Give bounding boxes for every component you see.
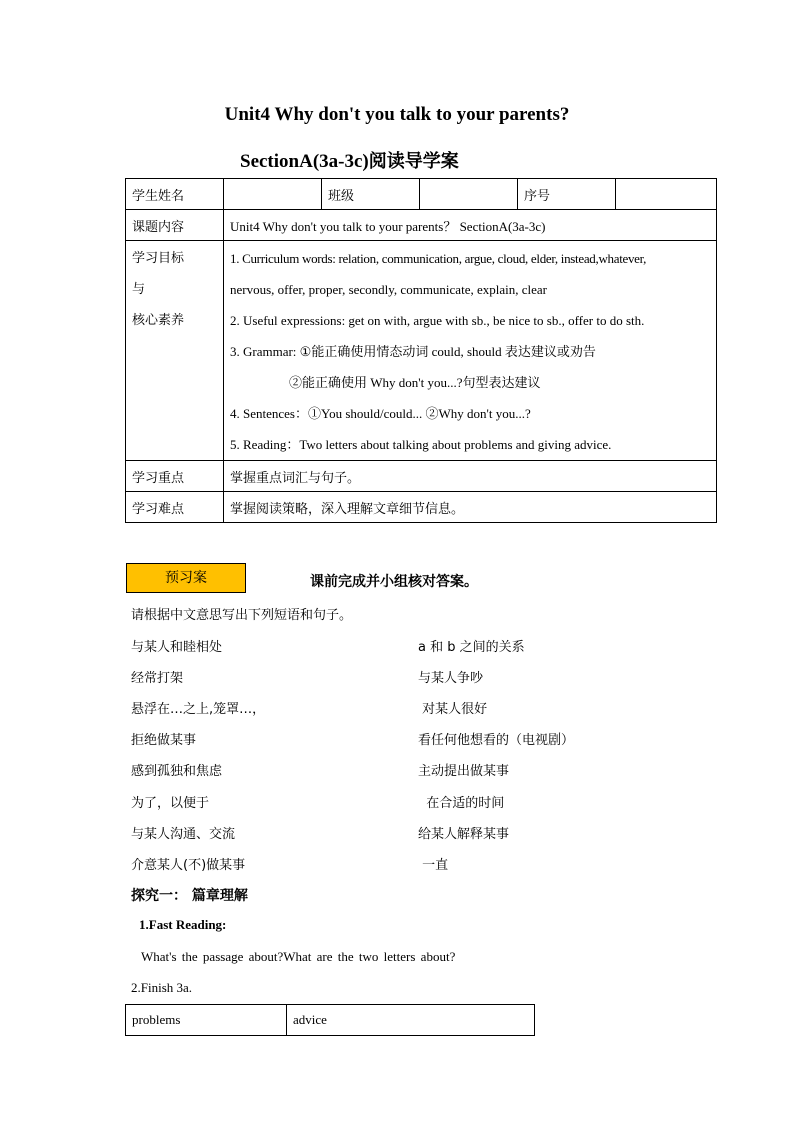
goal-line: ②能正确使用 Why don't you...?句型表达建议 bbox=[289, 375, 541, 390]
document-title: Unit4 Why don't you talk to your parents? bbox=[224, 104, 570, 125]
class-field[interactable] bbox=[420, 179, 518, 210]
goal-line: 5. Reading：Two letters about talking about problems and giving advice. bbox=[230, 437, 612, 452]
preview-instruction: 请根据中文意思写出下列短语和句子。 bbox=[131, 608, 353, 623]
topic-label: 课题内容 bbox=[126, 210, 224, 241]
phrase-left-item: 悬浮在…之上,笼罩…， bbox=[131, 702, 266, 717]
goals-label: 学习目标 与 核心素养 bbox=[126, 241, 224, 461]
document-subtitle bbox=[240, 147, 459, 173]
advice-header: advice bbox=[287, 1005, 535, 1036]
difficult-label: 学习难点 bbox=[126, 492, 224, 523]
phrase-right-item: 对某人很好 bbox=[418, 702, 488, 717]
phrase-left-item: 感到孤独和焦虑 bbox=[131, 764, 223, 779]
problems-header: problems bbox=[126, 1005, 287, 1036]
info-table bbox=[125, 178, 717, 523]
student-name-label: 学生姓名 bbox=[126, 179, 224, 210]
phrase-right-item: 看任何他想看的（电视剧） bbox=[418, 733, 575, 748]
fast-reading-question: What's the passage about?What are the two letters about? bbox=[141, 949, 456, 964]
seq-label: 序号 bbox=[518, 179, 616, 210]
phrase-right-item: 主动提出做某事 bbox=[418, 764, 510, 779]
subtitle-section: SectionA(3a-3c) bbox=[240, 151, 369, 172]
goal-line: 3. Grammar: ①能正确使用情态动词 could, should 表达建议或劝告 bbox=[230, 344, 596, 359]
phrase-left-item: 拒绝做某事 bbox=[131, 733, 197, 748]
preview-note: 课前完成并小组核对答案。 bbox=[310, 574, 478, 590]
seq-field[interactable] bbox=[616, 179, 717, 210]
goal-line: 1. Curriculum words: relation, communication, argue, cloud, elder, instead,whatever, bbox=[230, 251, 647, 266]
subtitle-cn: 阅读导学案 bbox=[368, 151, 459, 172]
phrase-left-item: 经常打架 bbox=[131, 671, 184, 686]
topic-value: Unit4 Why don't you talk to your parents？ SectionA(3a-3c) bbox=[224, 210, 717, 241]
explore-heading: 探究一： 篇章理解 bbox=[131, 888, 248, 904]
phrase-left-item: 介意某人(不)做某事 bbox=[131, 858, 246, 873]
phrase-right-item: 与某人争吵 bbox=[418, 671, 484, 686]
key-value: 掌握重点词汇与句子。 bbox=[224, 461, 717, 492]
goal-line: nervous, offer, proper, secondly, communicate, explain, clear bbox=[230, 282, 547, 297]
phrase-right-item: 给某人解释某事 bbox=[418, 827, 510, 842]
goal-line: 2. Useful expressions: get on with, argue with sb., be nice to sb., offer to do sth. bbox=[230, 313, 645, 328]
fast-reading-heading: 1.Fast Reading: bbox=[139, 917, 227, 932]
student-name-field[interactable] bbox=[224, 179, 322, 210]
phrase-left-item: 与某人和睦相处 bbox=[131, 640, 223, 655]
phrase-right-item: 在合适的时间 bbox=[418, 796, 505, 811]
key-label: 学习重点 bbox=[126, 461, 224, 492]
goal-line: 4. Sentences：①You should/could... ②Why don't you...? bbox=[230, 406, 531, 421]
phrase-right-item: 一直 bbox=[418, 858, 449, 873]
preview-box: 预习案 bbox=[126, 563, 246, 593]
phrase-left-item: 与某人沟通、交流 bbox=[131, 827, 236, 842]
phrase-left-item: 为了，以便于 bbox=[131, 796, 210, 811]
difficult-value: 掌握阅读策略，深入理解文章细节信息。 bbox=[224, 492, 717, 523]
problems-advice-table bbox=[125, 1004, 535, 1036]
class-label: 班级 bbox=[322, 179, 420, 210]
goals-content bbox=[224, 241, 717, 461]
phrase-right-item: a 和 b 之间的关系 bbox=[418, 640, 525, 655]
finish-instruction: 2.Finish 3a. bbox=[131, 980, 193, 995]
